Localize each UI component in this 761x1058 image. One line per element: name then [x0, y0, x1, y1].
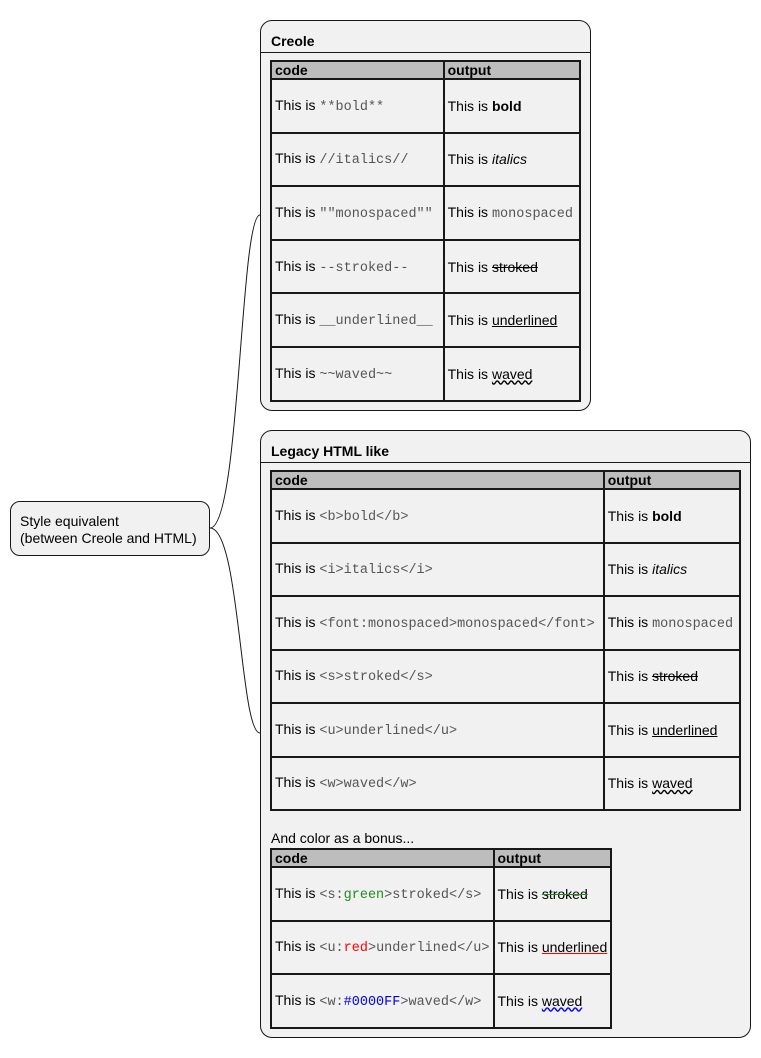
- code-cell: [271, 867, 494, 921]
- code-prefix: This is: [275, 150, 320, 167]
- code-text: <s>stroked</s>: [319, 670, 433, 686]
- code-text: <u>underlined</u>: [319, 723, 458, 739]
- output-cell: [444, 186, 580, 240]
- output-sample: underlined: [491, 312, 558, 329]
- code-cell: [271, 293, 444, 347]
- output-sample: bold: [652, 507, 682, 524]
- code-cell: [271, 133, 444, 187]
- output-sample: monospaced: [652, 616, 734, 632]
- output-sample: waved: [491, 365, 533, 382]
- code-cell: [271, 240, 444, 294]
- output-cell: [604, 650, 740, 704]
- creole-table: [270, 60, 581, 402]
- code-text: <w>waved</w>: [319, 777, 417, 793]
- code-color-name: red: [343, 941, 368, 957]
- link-to-html: [210, 528, 260, 733]
- link-to-creole: [210, 215, 260, 528]
- code-color-name: #0000FF: [343, 994, 401, 1010]
- code-text: --stroked--: [319, 260, 409, 276]
- html-node: [260, 430, 751, 1038]
- output-prefix: This is: [607, 561, 653, 578]
- code-text-end: >underlined</u>: [367, 941, 490, 957]
- code-prefix: This is: [275, 364, 320, 381]
- output-prefix: This is: [607, 721, 653, 738]
- code-prefix: This is: [275, 938, 320, 955]
- table-row: [271, 79, 580, 133]
- output-cell: [444, 240, 580, 294]
- code-cell: [271, 921, 494, 975]
- table-row: [271, 650, 740, 704]
- output-cell: [604, 489, 740, 543]
- code-cell: [271, 650, 604, 704]
- output-prefix: This is: [497, 885, 542, 902]
- output-sample: monospaced: [491, 206, 573, 222]
- output-cell: [494, 921, 612, 975]
- html-table: [270, 470, 741, 811]
- code-text-end: >waved</w>: [400, 994, 482, 1010]
- creole-title: Creole: [271, 33, 315, 49]
- code-cell: [271, 757, 604, 811]
- output-prefix: This is: [497, 992, 542, 1009]
- code-prefix: This is: [275, 884, 320, 901]
- table-row: [271, 240, 580, 294]
- output-cell: [604, 703, 740, 757]
- root-node: [10, 501, 210, 556]
- output-prefix: This is: [447, 203, 492, 220]
- code-prefix: This is: [275, 96, 320, 113]
- output-prefix: This is: [607, 668, 653, 685]
- code-prefix: This is: [275, 506, 320, 523]
- output-sample: underlined: [652, 721, 718, 738]
- code-text: ""monospaced"": [319, 206, 433, 222]
- root-label-line2: (between Creole and HTML): [20, 530, 197, 546]
- root-label-line1: Style equivalent: [20, 513, 119, 529]
- output-prefix: This is: [447, 151, 492, 168]
- code-cell: [271, 703, 604, 757]
- output-prefix: This is: [497, 939, 542, 956]
- output-sample: waved: [652, 775, 693, 792]
- output-cell: [494, 974, 612, 1028]
- code-text-start: <u:: [319, 941, 344, 957]
- code-prefix: This is: [275, 560, 320, 577]
- code-text-start: <w:: [319, 994, 344, 1010]
- code-cell: [271, 543, 604, 597]
- output-cell: [604, 757, 740, 811]
- output-sample: underlined: [541, 939, 608, 956]
- code-prefix: This is: [275, 257, 320, 274]
- code-text-end: >stroked</s>: [384, 887, 482, 903]
- output-cell: [444, 293, 580, 347]
- code-cell: [271, 186, 444, 240]
- table-row: [271, 186, 580, 240]
- output-sample: stroked: [491, 258, 538, 275]
- html-title: Legacy HTML like: [271, 443, 390, 459]
- code-text: ~~waved~~: [319, 367, 393, 383]
- table-row: [271, 757, 740, 811]
- output-prefix: This is: [607, 613, 653, 630]
- output-sample: waved: [541, 992, 583, 1009]
- output-prefix: This is: [447, 365, 492, 382]
- table-row: [271, 974, 611, 1028]
- output-cell: [444, 79, 580, 133]
- code-text: __underlined__: [319, 314, 433, 330]
- code-text: <font:monospaced>monospaced</font>: [319, 616, 595, 632]
- code-text: **bold**: [319, 99, 385, 115]
- output-prefix: This is: [447, 97, 492, 114]
- output-sample: stroked: [652, 668, 698, 685]
- creole-header-code: code: [271, 61, 444, 79]
- creole-title-separator: [261, 52, 590, 53]
- code-text-start: <s:: [319, 887, 344, 903]
- output-sample: italics: [652, 561, 688, 578]
- code-text: //italics//: [319, 153, 409, 169]
- output-sample: bold: [491, 97, 522, 114]
- code-text: <b>bold</b>: [319, 509, 409, 525]
- table-row: [271, 133, 580, 187]
- creole-node: [260, 20, 591, 411]
- table-row: [271, 596, 740, 650]
- code-prefix: This is: [275, 720, 320, 737]
- html-header-output: output: [604, 471, 740, 489]
- table-row: [271, 489, 740, 543]
- table-row: [271, 543, 740, 597]
- code-prefix: This is: [275, 991, 320, 1008]
- output-prefix: This is: [447, 312, 492, 329]
- table-row: [271, 293, 580, 347]
- code-prefix: This is: [275, 667, 320, 684]
- creole-header-output: output: [444, 61, 580, 79]
- table-row: [271, 867, 611, 921]
- code-text: <i>italics</i>: [319, 563, 433, 579]
- output-cell: [444, 133, 580, 187]
- bonus-table: [270, 848, 612, 1029]
- code-cell: [271, 79, 444, 133]
- bonus-label: And color as a bonus...: [271, 830, 415, 846]
- output-cell: [494, 867, 612, 921]
- table-row: [271, 347, 580, 401]
- output-prefix: This is: [607, 775, 653, 792]
- code-cell: [271, 489, 604, 543]
- output-prefix: This is: [447, 258, 492, 275]
- output-prefix: This is: [607, 507, 653, 524]
- code-prefix: This is: [275, 774, 320, 791]
- output-sample: stroked: [541, 885, 588, 902]
- code-cell: [271, 596, 604, 650]
- output-cell: [444, 347, 580, 401]
- table-row: [271, 703, 740, 757]
- code-prefix: This is: [275, 613, 320, 630]
- table-row: [271, 921, 611, 975]
- code-color-name: green: [343, 887, 385, 903]
- code-cell: [271, 347, 444, 401]
- html-header-code: code: [271, 471, 604, 489]
- code-prefix: This is: [275, 311, 320, 328]
- html-title-separator: [261, 462, 750, 463]
- bonus-header-code: code: [271, 849, 494, 867]
- output-cell: [604, 543, 740, 597]
- output-sample: italics: [491, 151, 527, 168]
- code-prefix: This is: [275, 203, 320, 220]
- output-cell: [604, 596, 740, 650]
- code-cell: [271, 974, 494, 1028]
- bonus-header-output: output: [494, 849, 612, 867]
